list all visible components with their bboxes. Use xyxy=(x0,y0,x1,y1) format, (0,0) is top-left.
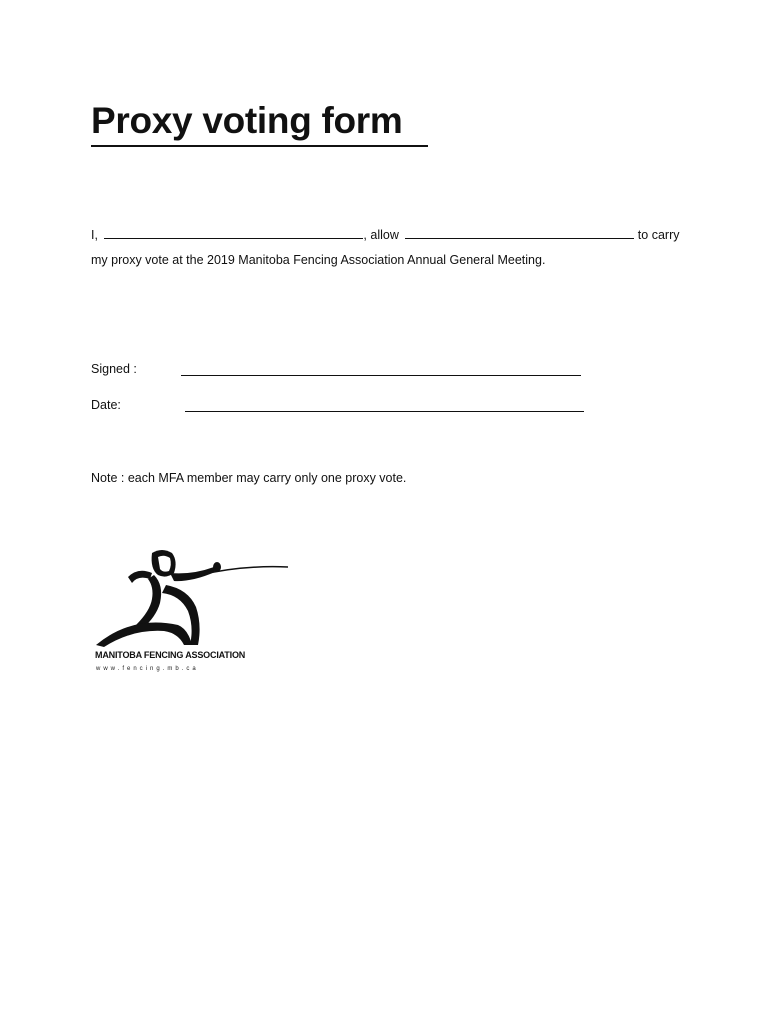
statement-prefix: I, xyxy=(91,228,102,242)
statement-suffix: to carry xyxy=(634,228,680,242)
proxy-name-blank[interactable] xyxy=(405,227,634,239)
statement-middle: , allow xyxy=(363,228,403,242)
title-underline xyxy=(91,145,428,147)
statement-line-1 xyxy=(91,227,679,242)
member-name-blank[interactable] xyxy=(104,227,363,239)
note-text: Note : each MFA member may carry only one proxy vote. xyxy=(91,471,407,485)
date-line[interactable] xyxy=(185,411,584,412)
signature-line[interactable] xyxy=(181,375,581,376)
date-label: Date: xyxy=(91,398,121,412)
page-title: Proxy voting form xyxy=(91,100,403,141)
logo-organization-name: MANITOBA FENCING ASSOCIATION xyxy=(95,650,246,661)
signed-label: Signed : xyxy=(91,362,137,376)
logo-url: www.fencing.mb.ca xyxy=(96,666,199,672)
statement-line-2: my proxy vote at the 2019 Manitoba Fencing Association Annual General Meeting. xyxy=(91,253,546,267)
